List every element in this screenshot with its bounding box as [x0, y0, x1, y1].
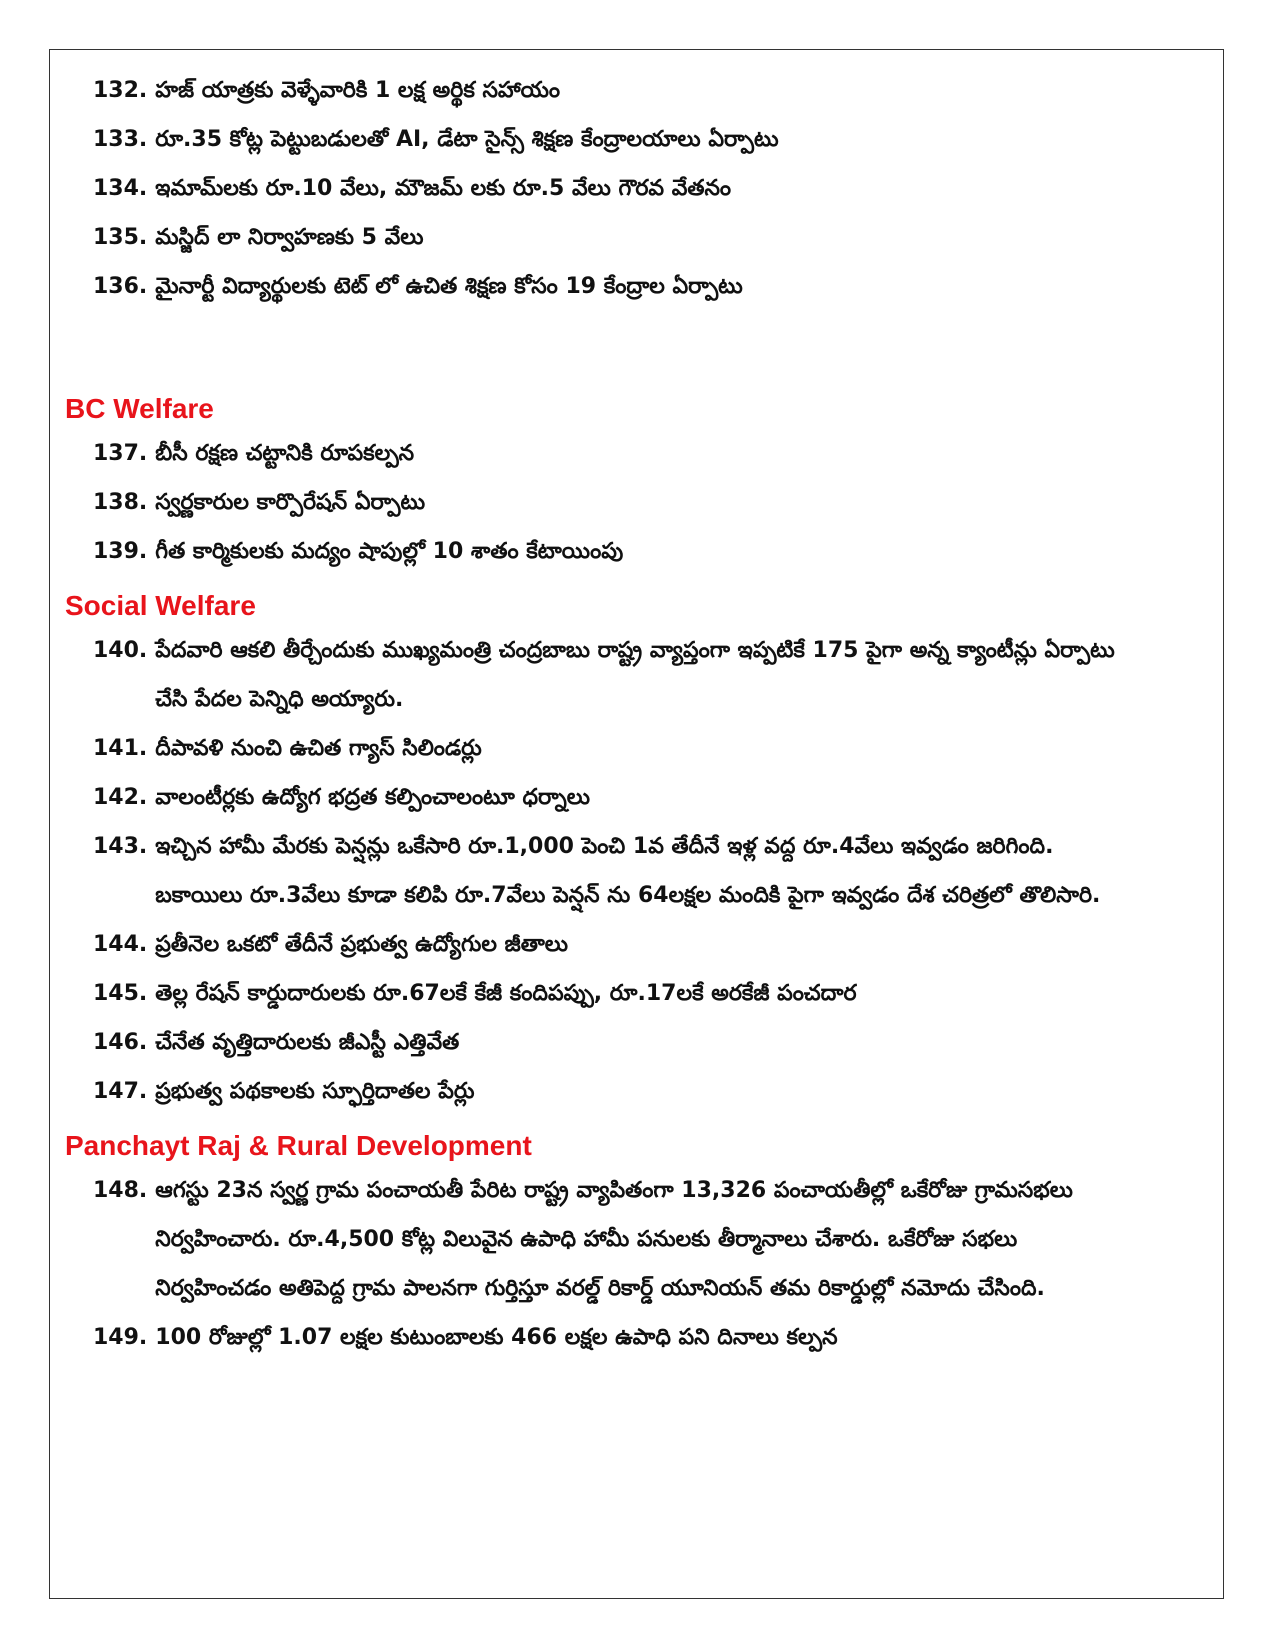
- item-text: చేనేత వృత్తిదారులకు జీఎస్టీ ఎత్తివేత: [155, 1030, 460, 1055]
- list-item: [65, 1018, 1185, 1067]
- list-item: [65, 164, 1185, 213]
- item-text: ఆగస్టు 23న స్వర్ణ గ్రామ పంచాయతీ పేరిట రాష్ట్ర వ్యాపితంగా 13,326 పంచాయతీల్లో ఒకేరోజు గ్రామసభలు నిర్వహించారు. రూ.4,500 కోట్ల విలువైన ఉపాధి హామీ పనులకు తీర్మానాలు చేశారు. ఒకేరోజు సభలు నిర్వహించడం అతిపెద్ద గ్రామ పాలనగా గుర్తిస్తూ వరల్డ్ రికార్డ్ యూనియన్ తమ రికార్డుల్లో నమోదు చేసింది.: [155, 1178, 1073, 1301]
- list-item: [65, 478, 1185, 527]
- social-welfare-section: [65, 586, 1185, 1116]
- item-number: 143.: [93, 834, 148, 859]
- item-text: ప్రభుత్వ పథకాలకు స్ఫూర్తిదాతల పేర్లు: [155, 1079, 475, 1104]
- document-content: [65, 66, 1185, 1362]
- list-item: [65, 822, 1185, 920]
- item-text: ప్రతీనెల ఒకటో తేదీనే ప్రభుత్వ ఉద్యోగుల జీతాలు: [155, 932, 568, 957]
- item-text: 100 రోజుల్లో 1.07 లక్షల కుటుంబాలకు 466 లక్షల ఉపాధి పని దినాలు కల్పన: [155, 1325, 838, 1350]
- item-text: బీసీ రక్షణ చట్టానికి రూపకల్పన: [155, 441, 415, 466]
- list-item: [65, 724, 1185, 773]
- item-text: మస్జిద్ లా నిర్వాహణకు 5 వేలు: [155, 225, 424, 250]
- bc-welfare-section: [65, 389, 1185, 576]
- list-item: [65, 66, 1185, 115]
- item-text: గీత కార్మికులకు మద్యం షాపుల్లో 10 శాతం కేటాయింపు: [155, 539, 624, 564]
- item-text: రూ.35 కోట్ల పెట్టుబడులతో AI, డేటా సైన్స్ శిక్షణ కేంద్రాలయాలు ఏర్పాటు: [155, 127, 779, 152]
- item-number: 149.: [93, 1325, 148, 1350]
- minority-welfare-list: [65, 66, 1185, 311]
- item-text: దీపావళి నుంచి ఉచిత గ్యాస్ సిలిండర్లు: [155, 736, 482, 761]
- section-heading-bc-welfare: BC Welfare: [65, 393, 214, 424]
- item-number: 136.: [93, 274, 148, 299]
- list-item: [65, 773, 1185, 822]
- item-number: 138.: [93, 490, 148, 515]
- list-item: [65, 213, 1185, 262]
- list-item: [65, 920, 1185, 969]
- item-number: 148.: [93, 1178, 148, 1203]
- list-item: [65, 527, 1185, 576]
- item-number: 135.: [93, 225, 148, 250]
- item-number: 144.: [93, 932, 148, 957]
- item-text: ఇమామ్‌లకు రూ.10 వేలు, మౌజమ్ లకు రూ.5 వేలు గౌరవ వేతనం: [155, 176, 732, 201]
- item-number: 134.: [93, 176, 148, 201]
- item-number: 141.: [93, 736, 148, 761]
- list-item: [65, 969, 1185, 1018]
- panchayat-raj-section: [65, 1126, 1185, 1362]
- list-item: [65, 1067, 1185, 1116]
- list-item: [65, 429, 1185, 478]
- item-number: 145.: [93, 981, 148, 1006]
- section-heading-panchayat-raj: Panchayt Raj & Rural Development: [65, 1130, 532, 1161]
- list-item: [65, 262, 1185, 311]
- item-number: 137.: [93, 441, 148, 466]
- section-heading-social-welfare: Social Welfare: [65, 590, 256, 621]
- item-number: 146.: [93, 1030, 148, 1055]
- item-text: తెల్ల రేషన్ కార్డుదారులకు రూ.67లకే కేజీ కందిపప్పు, రూ.17లకే అరకేజీ పంచదార: [155, 981, 857, 1006]
- item-text: పేదవారి ఆకలి తీర్చేందుకు ముఖ్యమంత్రి చంద్రబాబు రాష్ట్ర వ్యాప్తంగా ఇప్పటికే 175 పైగా అన్న క్యాంటీన్లు ఏర్పాటు చేసి పేదల పెన్నిధి అయ్యారు.: [155, 638, 1115, 712]
- item-text: ఇచ్చిన హామీ మేరకు పెన్షన్లు ఒకేసారి రూ.1,000 పెంచి 1వ తేదీనే ఇళ్ల వద్ద రూ.4వేలు ఇవ్వడం జరిగింది. బకాయిలు రూ.3వేలు కూడా కలిపి రూ.7వేలు పెన్షన్ ను 64లక్షల మందికి పైగా ఇవ్వడం దేశ చరిత్రలో తొలిసారి.: [155, 834, 1101, 908]
- item-number: 139.: [93, 539, 148, 564]
- item-number: 133.: [93, 127, 148, 152]
- item-number: 132.: [93, 78, 148, 103]
- item-text: స్వర్ణకారుల కార్పొరేషన్ ఏర్పాటు: [155, 490, 426, 515]
- item-text: మైనార్టీ విద్యార్థులకు టెట్ లో ఉచిత శిక్షణ కోసం 19 కేంద్రాల ఏర్పాటు: [155, 274, 743, 299]
- list-item: [65, 115, 1185, 164]
- item-text: హజ్ యాత్రకు వెళ్ళేవారికి 1 లక్ష అర్థిక సహాయం: [155, 78, 561, 103]
- item-text: వాలంటీర్లకు ఉద్యోగ భద్రత కల్పించాలంటూ ధర్నాలు: [155, 785, 590, 810]
- list-item: [65, 626, 1185, 724]
- item-number: 140.: [93, 638, 148, 663]
- list-item: [65, 1166, 1185, 1313]
- list-item: [65, 1313, 1185, 1362]
- item-number: 142.: [93, 785, 148, 810]
- item-number: 147.: [93, 1079, 148, 1104]
